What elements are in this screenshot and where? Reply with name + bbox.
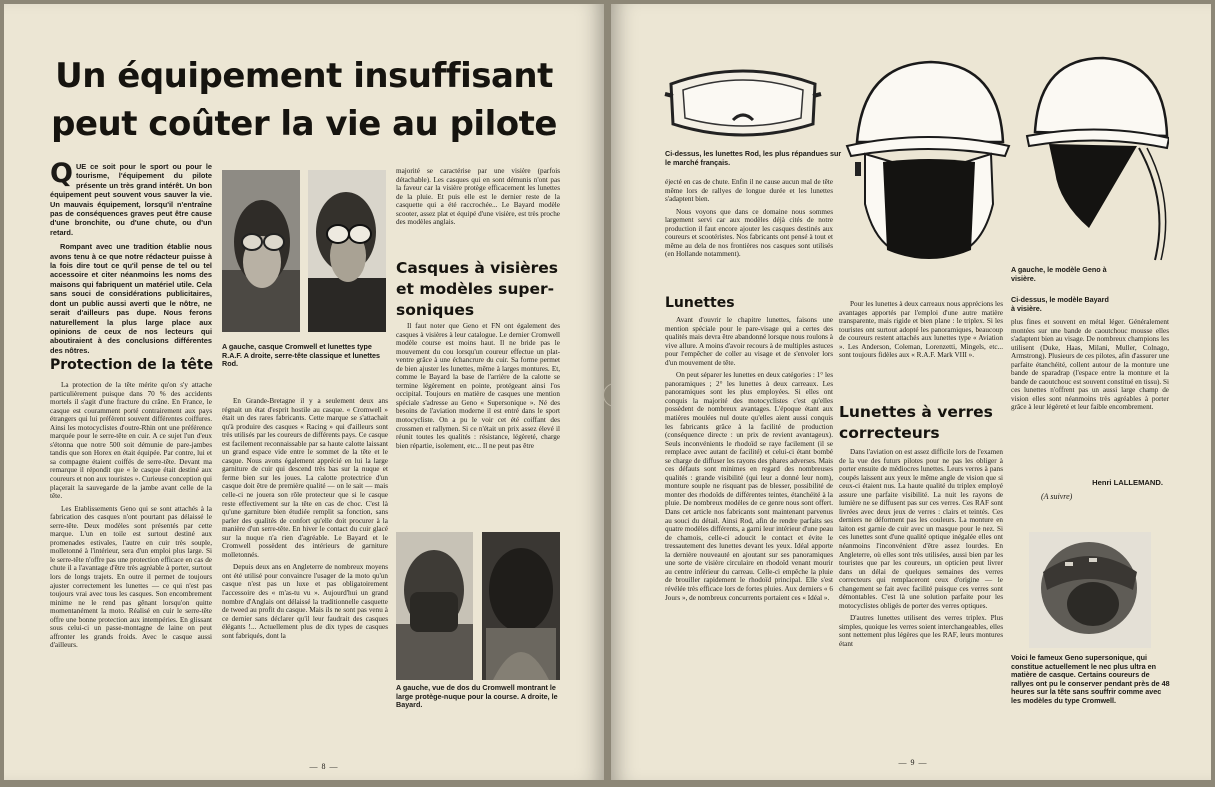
right-column-2-paragraph-1: Pour les lunettes à deux carreaux nous apprécions les avantages apportés par l'emploi d'une autre matière transparente, mais rigide et bien plane : le triplex. Si les touristes ont surtout adopté les panoramiques, beaucoup de coureurs restent attachés aux lunettes type « Aviation ». Les Anderson, Coleman, Lorenzetti, Mingels, etc... sont toujours fidèles aux « R.A.F. Mark VIII ».: [839, 300, 1003, 360]
right-page: [611, 4, 1211, 780]
photo-cromwell-back: [396, 532, 473, 680]
column-2-paragraph-2: Depuis deux ans en Angleterre de nombreux moyens ont été utilisé pour convaincre l'usager de la moto qu'un casque n'est pas un luxe et pas obligatoirement l'accessoire des « m'as-tu vu ». Aujourd'hui un grand nombre d'Anglais ont délaissé la traditionnelle casquette de tweed au profit du casque. Mais ils ne sont pas venu à ce dernier sans déclarer qu'il leur faudrait des casques élégants !... Actuellement plus de dix types de casques sont fabriqués, dont la: [222, 563, 388, 640]
right-column-1-bottom: [665, 316, 833, 606]
column-2-paragraph-1: En Grande-Bretagne il y a seulement deux ans régnait un état d'esprit hostile au casque. « Cromwell » était un des rares fabricants. Cette marque se s'attachait qu'à produire des casques « Racing » qui d'ailleurs sont très utilisés par les coureurs de différents pays. Ce casque est facilement reconnaissable par sa haute calotte laissant un grand espace vide entre le sommet de la tête et le casque. Nous avons également apprécié en lui la large garniture de cuir qui descend très bas sur la nuque et ferme bien sur les joues. La calotte protectrice d'un casque doit être de première qualité — on le sait — mais celle-ci ne jouera son rôle protecteur que si le casque reste effectivement sur la tête en cas de choc. C'est là qu'une garniture bien étudiée remplit sa fonction, sans parler des qualités de confort qu'elle doit procurer à la manière d'un serre-tête. En hiver le contact du cuir glacé sur la nuque n'a rien d'agréable. Le Bayard et le Cromwell possèdent des intérieurs de garniture molletonnés.: [222, 397, 388, 559]
caption-rod-goggles: Ci-dessus, les lunettes Rod, les plus répandues sur le marché français.: [665, 149, 842, 167]
right-column-3-paragraph-1: plus fines et souvent en métal léger. Généralement montées sur une bande de caoutchouc mousse elles s'adaptent bien au visage. De nombreux champions les utilisent (Duke, Haas, Milani, Muller, Colnago, Armstrong). Plusieurs de ces pilotes, afin d'assurer une parfaite étanchéité, collent autour de la monture une bande de sparadrap (l'espace entre la monture et la bande de caoutchouc est souvent constitué en tissu). Si ces lunettes n'offrent pas un aussi large champ de vision elles sont néanmoins très agréables à porter grâce à leur légèreté et leur faible encombrement.: [1011, 318, 1169, 412]
a-suivre-note: (A suivre): [1041, 492, 1073, 501]
photo-serre-tete-rod: [308, 170, 386, 332]
lead-paragraph-2: Rompant avec une tradition établie nous avons tenu à ce que notre rédacteur puisse à la fois dire tout ce qu'il pense de tel ou tel accessoire et citer néanmoins les noms des maisons qui fabriquent un matériel utile. Cela sans souci de considérations publicitaires, dont un public aussi averti que le nôtre, ne serait d'ailleurs pas dupe. Nous ferons naturellement la plus large place aux opinions de ceux de nos lecteurs qui aboutiraient à des conclusions différentes des nôtres.: [50, 242, 212, 355]
right-column-1-paragraph-1: éjecté en cas de chute. Enfin il ne cause aucun mal de tête même lors de rallyes de longue durée et les lunettes s'adaptent bien.: [665, 178, 833, 204]
geno-visor-helmet-illustration: [843, 54, 1013, 272]
photo-bayard-back: [482, 532, 560, 680]
caption-geno-supersonique: Voici le fameux Geno supersonique, qui constitue actuellement le nec plus ultra en matière de casque. Certains coureurs de rallyes ont pu le conserver pendant près de 48 heures sur la tête sans souffrir comme avec les modèles du type Cromwell.: [1011, 653, 1170, 705]
bayard-visor-helmet-illustration: [1019, 52, 1169, 264]
column-1-paragraph-2: Les Etablissements Geno qui se sont attachés à la fabrication des casques n'ont pourtant pas délaissé le serre-tête. Deux modèles sont présentés par cette marque. L'un en toile est surtout destiné aux promenades estivales, l'autre en cuir très souple, molletonné à l'intérieur, sera d'un emploi plus large. Si le serre-tête n'offre pas une protection efficace en cas de chute il a l'avantage d'être très agréable à porter, surtout lors de longs trajets. En outre il permet de toujours ajuster correctement les lunettes — ce qui n'est pas toujours vrai avec tous les casques. Son encombrement minime ne le rend pas gênant lorsqu'on quitte momentanément la moto. Réalisé en cuir le serre-tête offre une bonne protection aux intempéries. En glissant sous celui-ci un passe-montagne de laine on peut affronter les grands froids. Avec le casque aussi d'ailleurs.: [50, 504, 212, 650]
heading-lunettes: Lunettes: [665, 295, 735, 311]
title-line-2: peut coûter la vie au pilote: [51, 104, 557, 144]
column-1-text: [50, 381, 212, 654]
title-line-1: Un équipement insuffisant: [55, 56, 553, 96]
right-column-1-paragraph-3: Avant d'ouvrir le chapitre lunettes, faisons une mention spéciale pour le pare-visage qui a certes des qualités mais devra être abandonné lorsque nous roulons à vive allure. A moins d'avoir recours à de multiples astuces pour l'empêcher de coller au visage et de s'envoler lors d'un mouvement de tête.: [665, 316, 833, 367]
right-column-2-paragraph-3: D'autres lunettes utilisent des verres triplex. Plus simples, quoique les verres soient interchangeables, elles sont nettement plus légères que les RAF, leurs montures étant: [839, 614, 1003, 649]
heading-casques-a-visieres: Casques à visières et modèles super-soniques: [396, 259, 559, 319]
right-column-1-paragraph-4: On peut séparer les lunettes en deux catégories : 1° les panoramiques ; 2° les lunettes à deux carreaux. Les panoramiques sont les plus employées. Si elles ont conquis la majorité des motocyclistes c'est qu'elles possèdent de nombreux avantages. L'époque étant aux matières moulées nul doute qu'elles aient aussi conquis les fabricants grâce à la facilité de production (conséquence directe : un prix de revient avantageux). Seuls inconvénients le rhodoïd se raye facilement (il se remplace avec autant de facilité) et celui-ci étant bombé se charge de diffuser les rayons des phares adverses. Mais ces défauts sont minimes en regard des nombreuses qualités : grande visibilité (qui leur a donné leur nom), monture souple ne risquant pas de blesser, possibilité de monter des rhodoïds de différentes teintes, étanchéité à la pluie. De nombreux modèles de ce genre nous sont offert. Dans cet article nos fabricants sont maintenant parvenus au souci du détail. Ainsi Rod, afin de rendre parfaits ses quatre modèles différents, a garni leur intérieur d'une peau de chamois, celle-ci adoucit le contact et évite le tressautement des lunettes devant les yeux. Idéal apporte la dernière nouveauté en ajoutant sur ses panoramiques une sorte de visière circulaire en rhodoïd venant mourir au centre inférieur du carreau. Celle-ci empêche la pluie de brouiller rapidement le rhodoïd principal. Elle s'est révélée très efficace lors de fortes pluies. Aux derniers « 6 Jours », de nombreux concurrents portaient ces « Idéal ».: [665, 371, 833, 602]
drop-cap: Q: [50, 158, 73, 189]
right-column-2-paragraph-2: Dans l'aviation on est assez difficile lors de l'examen de la vue des futurs pilotes pour ne pas les obliger à porter ensuite de médiocres lunettes. Leurs verres à pans coupés laissent aux yeux le même angle de vision que si ceux-ci étaient nus. La haute qualité du triplex employé assure une parfaite visibilité. La nuit les rayons de lumière ne se diffusent pas sur ces verres. Ces RAF sont livrées avec deux jeux de verres : clairs et teintés. Ces derniers ne déforment pas les couleurs. La monture en laiton est garnie de cuir avec un masque pour le nez. Si ces lunettes sont d'une qualité optique inégalée elles ont néanmoins l'inconvénient d'être assez lourdes. En Angleterre, où elles sont très utilisées, aussi bien par les touristes que par les coureurs, un opticien peut livrer dans un délai de quelques semaines des verres correcteurs qui remplaceront ceux d'origine — le changement se fait avec facilité puisque ces verres sont démontables. C'est là une solution parfaite pour les motocyclistes obligés de porter des verres optiques.: [839, 448, 1003, 610]
right-column-1-top: [665, 178, 833, 263]
photo-cromwell-raf: [222, 170, 300, 332]
article-title: [34, 52, 574, 148]
photo-geno-supersonique: [1029, 532, 1151, 648]
lead-paragraph-1: UE ce soit pour le sport ou pour le tourisme, l'équipement du pilote présente un très grand intérêt. Un bon équipement peut souvent vous sauver la vie. Un mauvais équipement, lorsqu'il n'entraîne pas de conséquences graves peut être cause d'une bronchite, ou d'une chute, ou d'un retard.: [50, 162, 212, 237]
column-3-paragraph-1: majorité se caractérise par une visière (parfois détachable). Les casques qui en sont démunis n'ont pas la faveur car la visière protège efficacement les lunettes de la pluie. Et puis elle est le dernier reste de la casquette qui a été raccrochée... Le Bayard modèle scooter, assez plat et équipé d'une visière, est très proche des modèles anglais.: [396, 167, 560, 227]
page-number-right: — 9 —: [898, 758, 928, 767]
author-signature: Henri LALLEMAND.: [1092, 478, 1163, 487]
right-column-2-top: [839, 300, 1003, 364]
lead-paragraphs: [50, 158, 212, 360]
column-3-text-bottom: [396, 322, 560, 454]
right-column-3-text: [1011, 318, 1169, 416]
column-2-text: [222, 397, 388, 644]
column-3-paragraph-2: Il faut noter que Geno et FN ont également des casques à visières à leur catalogue. Le dernier Cromwell modèle course est moins haut. Il ne bride pas le mouvement du cou lorsqu'un coureur effectue un plat-ventre grâce à une échancrure du cuir. Sa forme permet de bien ajuster les lunettes, même à larges montures. Et, comme le Bayard la base de l'arrière de la calotte se termine légèrement en pointe, protégeant ainsi l'os occipital. Toujours en matière de casques une mention spéciale s'adresse au Geno « Supersonique ». Né des besoins de l'aviation moderne il est entré dans le sport motocycliste. On a pu le voir cet été coiffant des crossmen et rallymen. Si ce n'était un prix assez élevé il réunit toutes les qualités : résistance, légèreté, charge bien répartie, isolement, etc... Il ne peut pas être: [396, 322, 560, 450]
column-3-text-top: [396, 167, 560, 231]
column-1-paragraph-1: La protection de la tête mérite qu'on s'y attache particulièrement puisque dans 70 % des accidents mortels il s'agit d'une fracture du crâne. En France, le casque est couramment porté contrairement aux pays étrangers qui lui préfèrent souvent différentes coiffures. Ainsi les motocyclistes d'outre-Rhin ont une préférence marquée pour le serre-tête en cuir. A ce sujet l'un d'eux s'étonna que notre 500 soit démunie de pare-jambes tandis que son Horex en était équipée. Par contre, lui et sa compagne étaient coiffés de serre-tête. Devant ma remarque il répondit que « le casque était destiné aux coureurs et non aux touristes ». Curieuse conception qui plaçerait la sauvegarde de la jambe avant celle de la tête.: [50, 381, 212, 501]
right-column-1-paragraph-2: Nous voyons que dans ce domaine nous sommes largement servi car aux modèles déjà cités de notre production il faut encore ajouter les casques destinés aux coureurs et scootéristes. Nos fabricants ont pensé à tout et même au dela de nos frontières nos casques sont utilisés (en Hollande notamment).: [665, 207, 833, 259]
caption-bayard-visor: Ci-dessus, le modèle Bayard à visière.: [1011, 295, 1109, 313]
left-page: [4, 4, 604, 780]
rod-goggles-illustration: [663, 54, 823, 146]
right-column-2-bottom: [839, 448, 1003, 653]
caption-bottom-photos: A gauche, vue de dos du Cromwell montrant le large protège-nuque pour la course. A droite, le Bayard.: [396, 683, 558, 710]
page-number-left: — 8 —: [309, 762, 339, 771]
caption-geno-visor: A gauche, le modèle Geno à visière.: [1011, 265, 1107, 283]
caption-top-photos: A gauche, casque Cromwell et lunettes type R.A.F. A droite, serre-tête classique et lunettes Rod.: [222, 342, 381, 369]
heading-lunettes-a-verres-correcteurs: Lunettes à verres correcteurs: [839, 403, 993, 442]
heading-protection-de-la-tete: Protection de la tête: [50, 357, 214, 373]
